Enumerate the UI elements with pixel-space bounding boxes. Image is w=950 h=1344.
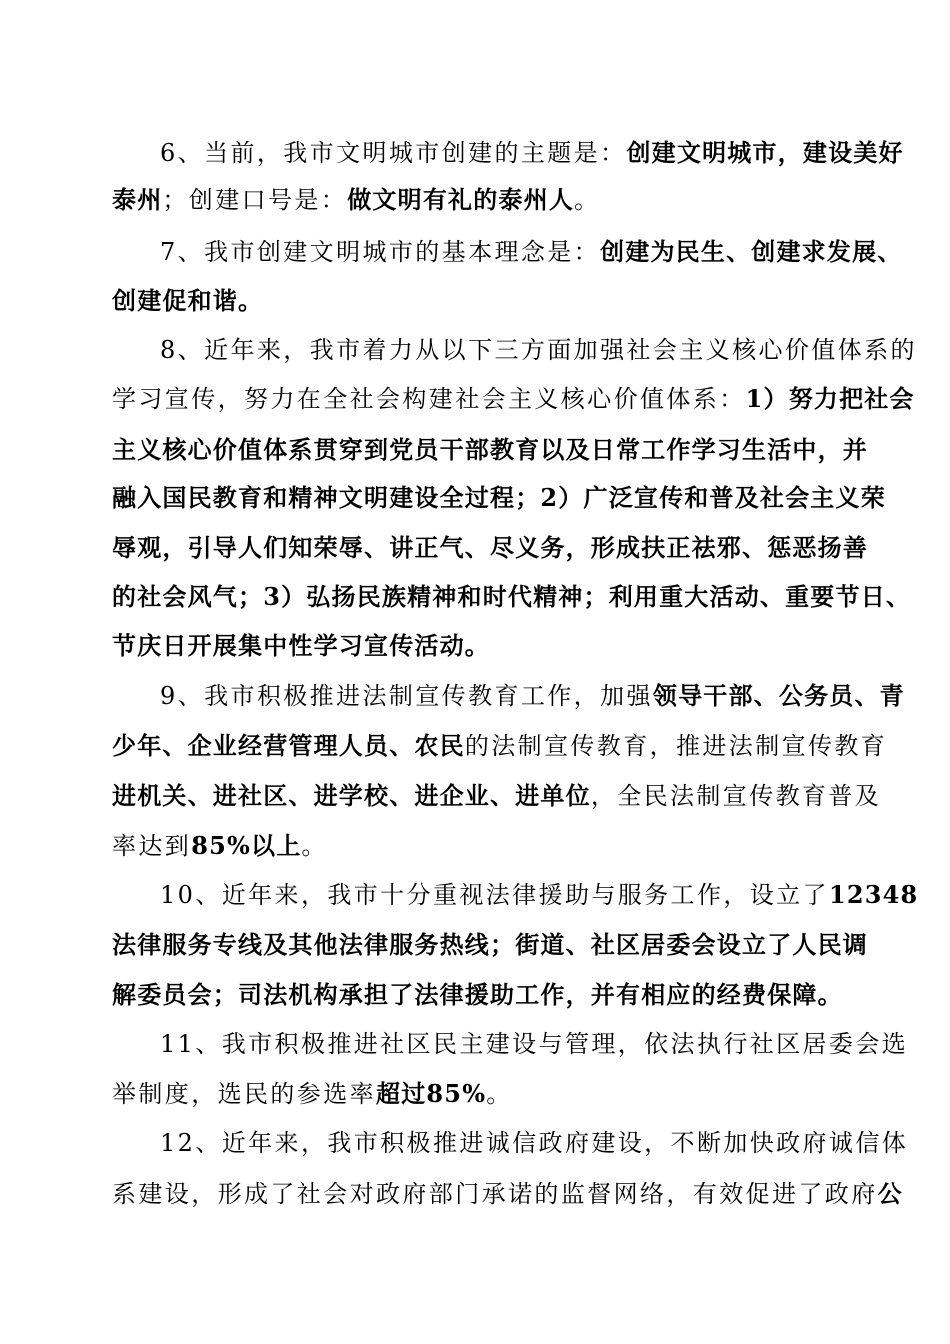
text-segment: 9、我市积极推进法制宣传教育工作，加强	[160, 682, 653, 710]
text-segment: ，全民法制宣传教育普及	[590, 782, 882, 810]
text-segment: 11、我市积极推进社区民主建设与管理，依法执行社区居委会选	[160, 1030, 909, 1058]
text-segment: 7、我市创建文明城市的基本理念是：	[160, 238, 601, 266]
bold-text: 创建为民生、创建求发展、	[600, 237, 903, 266]
text-segment: 10、近年来，我市十分重视法律援助与服务工作，设立了	[160, 881, 829, 909]
bold-text: 进机关、进社区、进学校、进企业、进单位	[112, 781, 591, 810]
bold-text: 主义核心价值体系贯穿到党员干部教育以及日常工作学习生活中，并	[112, 435, 868, 464]
text-line	[112, 831, 328, 861]
text-segment: 系建设，形成了社会对政府部门承诺的监督网络，有效促进了政府	[112, 1180, 878, 1208]
text-line	[112, 781, 881, 811]
text-line	[112, 185, 600, 215]
bold-text: 12348	[828, 880, 919, 909]
text-line	[112, 384, 915, 414]
text-segment: 。	[574, 186, 601, 214]
bold-text: 创建促和谐。	[112, 286, 264, 315]
text-line	[160, 1029, 908, 1059]
bold-text: 融入国民教育和精神文明建设全过程；2）广泛宣传和普及社会主义荣	[112, 483, 886, 512]
bold-text: 节庆日开展集中性学习宣传活动。	[112, 631, 490, 660]
text-segment: ；创建口号是：	[162, 186, 348, 214]
text-line	[112, 980, 843, 1010]
text-segment: 率达到	[112, 832, 192, 860]
text-line	[160, 237, 902, 267]
text-line	[160, 1128, 908, 1158]
text-line	[112, 435, 868, 465]
bold-text: 辱观，引导人们知荣辱、讲正气、尽义务，形成扶正祛邪、惩恶扬善	[112, 533, 868, 562]
bold-text: 公	[877, 1179, 903, 1208]
text-line	[160, 681, 905, 711]
text-segment: 。	[301, 832, 328, 860]
text-segment: 12、近年来，我市积极推进诚信政府建设，不断加快政府诚信体	[160, 1129, 909, 1157]
bold-text: 领导干部、公务员、青	[652, 681, 905, 710]
bold-text: 超过85%	[376, 1079, 487, 1108]
text-line	[112, 731, 887, 761]
text-segment: 8、近年来，我市着力从以下三方面加强社会主义核心价值体系的	[160, 336, 917, 364]
text-segment: 。	[486, 1080, 513, 1108]
bold-text: 创建文明城市，建设美好	[626, 138, 904, 167]
text-segment: 的法制宣传教育，推进法制宣传教育	[464, 732, 888, 760]
text-line	[112, 1079, 513, 1109]
bold-text: 1）努力把社会	[745, 384, 915, 413]
text-segment: 举制度，选民的参选率	[112, 1080, 376, 1108]
bold-text: 做文明有礼的泰州人	[347, 185, 575, 214]
bold-text: 85%以上	[191, 831, 302, 860]
text-line	[112, 533, 868, 563]
bold-text: 法律服务专线及其他法律服务热线；街道、社区居委会设立了人民调	[112, 930, 868, 959]
text-line	[112, 483, 886, 513]
text-segment: 学习宣传，努力在全社会构建社会主义核心价值体系：	[112, 385, 746, 413]
text-line	[112, 286, 263, 316]
text-segment: 6、当前，我市文明城市创建的主题是：	[160, 139, 627, 167]
text-line	[160, 880, 918, 910]
bold-text: 解委员会；司法机构承担了法律援助工作，并有相应的经费保障。	[112, 980, 843, 1009]
text-line	[112, 930, 868, 960]
bold-text: 泰州	[112, 185, 163, 214]
text-line	[112, 582, 911, 612]
bold-text: 少年、企业经营管理人员、农民	[112, 731, 465, 760]
text-line	[112, 631, 490, 661]
text-line	[160, 138, 904, 168]
text-line	[112, 1179, 903, 1209]
bold-text: 的社会风气；3）弘扬民族精神和时代精神；利用重大活动、重要节日、	[112, 582, 912, 611]
text-line	[160, 335, 917, 365]
